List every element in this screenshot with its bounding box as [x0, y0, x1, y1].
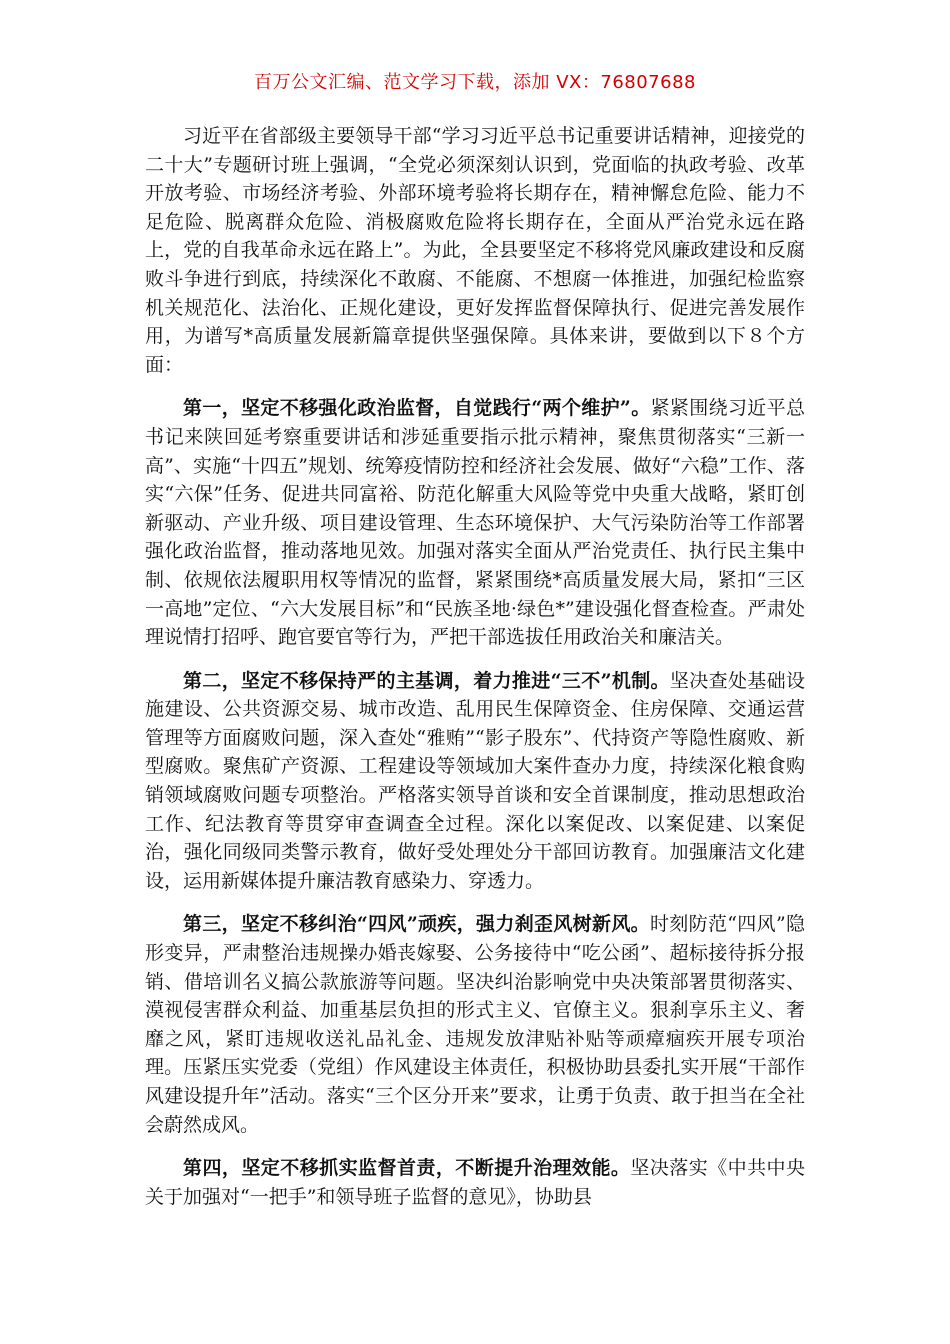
section-text-3: 时刻防范“四风”隐形变异，严肃整治违规操办婚丧嫁娶、公务接待中“吃公函”、超标接待拆分报销、借培训名义搞公款旅游等问题。坚决纠治影响党中央决策部署贯彻落实、漠视侵害群众利益、加重基层负担的形式主义、官僚主义。狠刹享乐主义、奢靡之风，紧盯违规收送礼品礼金、违规发放津贴补贴等顽瘴痼疾开展专项治理。压紧压实党委（党组）作风建设主体责任，积极协助县委扎实开展“干部作风建设提升年”活动。落实“三个区分开来”要求，让勇于负责、敢于担当在全社会蔚然成风。: [145, 913, 805, 1136]
section-text-1: 紧紧围绕习近平总书记来陕回延考察重要讲话和涉延重要指示批示精神，聚焦贯彻落实“三新一高”、实施“十四五”规划、统筹疫情防控和经济社会发展、做好“六稳”工作、落实“六保”任务、促进共同富裕、防范化解重大风险等党中央重大战略，紧盯创新驱动、产业升级、项目建设管理、生态环境保护、大气污染防治等工作部署强化政治监督，推动落地见效。加强对落实全面从严治党责任、执行民主集中制、依规依法履职用权等情况的监督，紧紧围绕*高质量发展大局，紧扣“三区一高地”定位、“六大发展目标”和“民族圣地·绿色*”建设强化督查检查。严肃处理说情打招呼、跑官要官等行为，严把干部选拔任用政治关和廉洁关。: [145, 397, 805, 649]
section-text-4: 坚决落实《中共中央关于加强对“一把手”和领导班子监督的意见》，协助县: [145, 1157, 805, 1208]
section-heading-4: 第四，坚定不移抓实监督首责，不断提升治理效能。: [183, 1157, 631, 1180]
section-paragraph-1: [145, 394, 805, 651]
section-text-2: 坚决查处基础设施建设、公共资源交易、城市改造、乱用民生保障资金、住房保障、交通运营管理等方面腐败问题，深入查处“雅贿”“影子股东”、代持资产等隐性腐败、新型腐败。聚焦矿产资源、工程建设等领域加大案件查办力度，持续深化粮食购销领域腐败问题专项整治。严格落实领导首谈和安全首课制度，推动思想政治工作、纪法教育等贯穿审查调查全过程。深化以案促改、以案促建、以案促治，强化同级同类警示教育，做好受处理处分干部回访教育。加强廉洁文化建设，运用新媒体提升廉洁教育感染力、穿透力。: [145, 669, 805, 892]
intro-paragraph: 习近平在省部级主要领导干部“学习习近平总书记重要讲话精神，迎接党的二十大”专题研讨班上强调，“全党必须深刻认识到，党面临的执政考验、改革开放考验、市场经济考验、外部环境考验将长期存在，精神懈怠危险、能力不足危险、脱离群众危险、消极腐败危险将长期存在，全面从严治党永远在路上，党的自我革命永远在路上”。为此，全县要坚定不移将党风廉政建设和反腐败斗争进行到底，持续深化不敢腐、不能腐、不想腐一体推进，加强纪检监察机关规范化、法治化、正规化建设，更好发挥监督保障执行、促进完善发展作用，为谱写*高质量发展新篇章提供坚强保障。具体来讲，要做到以下８个方面：: [145, 125, 805, 376]
document-body: [145, 122, 805, 1226]
header-banner: 百万公文汇编、范文学习下载，添加 VX：76807688: [254, 72, 696, 93]
section-paragraph-2: [145, 667, 805, 896]
section-heading-2: 第二，坚定不移保持严的主基调，着力推进“三不”机制。: [183, 669, 670, 692]
section-heading-3: 第三，坚定不移纠治“四风”顽疾，强力刹歪风树新风。: [183, 913, 650, 936]
section-heading-1: 第一，坚定不移强化政治监督，自觉践行“两个维护”。: [183, 397, 651, 420]
section-paragraph-3: [145, 910, 805, 1139]
section-paragraph-4: [145, 1154, 805, 1211]
